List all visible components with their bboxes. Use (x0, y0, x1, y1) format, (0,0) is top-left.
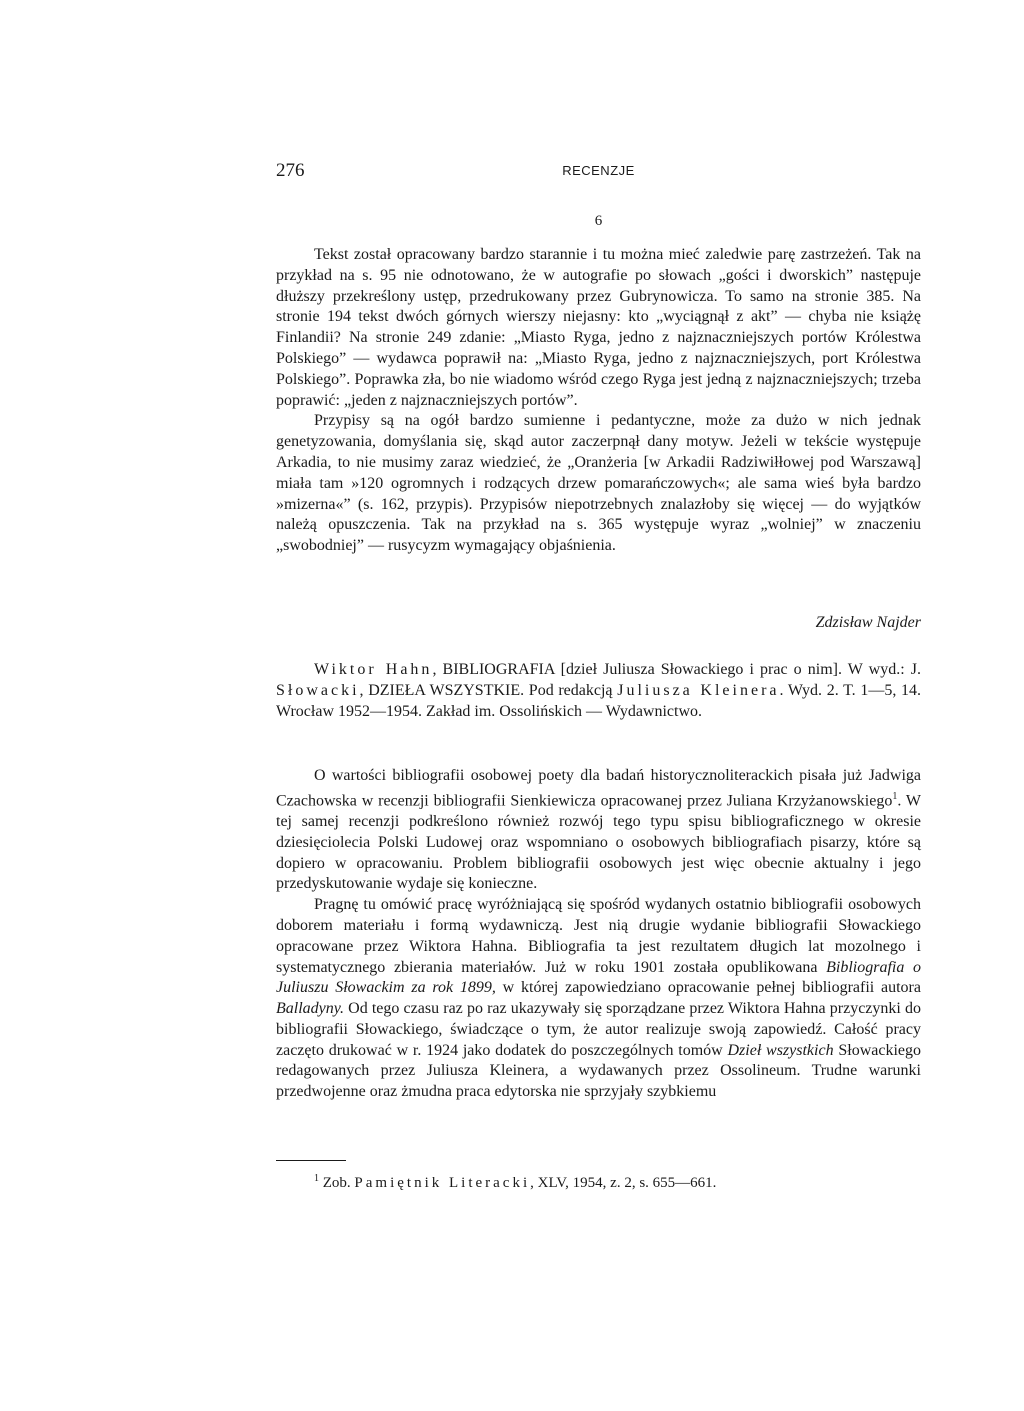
paragraph: Tekst został opracowany bardzo starannie i tu można mieć zaledwie parę zastrzeżeń. Tak na przykład na s. 95 nie odnotowano, że w autografie po słowach „gości i dworskich” następuje dłuższy przekreślony ustęp, przedrukowany przez Gubrynowicza. To samo na stronie 385. Na stronie 194 tekst dwóch górnych wierszy niejasny: kto „wyciągnął z akt” — chyba nie książę Finlandii? Na stronie 249 zdanie: „Miasto Ryga, jedno z najznaczniejszych portów Królestwa Polskiego” — wydawca poprawił na: „Miasto Ryga, jedno z najznaczniejszych, port Królestwa Polskiego”. Poprawka zła, bo nie wiadomo wśród czego Ryga jest jedną z najznaczniejszych; trzeba poprawić: „jeden z najznaczniejszych portów”. (276, 246, 921, 409)
bib-text: . Wyd. 2. T. 1—5, 14. Wrocław 1952—1954. Zakład im. Ossolińskich — Wydawnictwo. (276, 681, 922, 720)
text-span: . W tej samej recenzji podkreślono również rozwój tego typu spisu bibliograficznego w okresie dziesięciolecia Polski Ludowej oraz wspomniano o osobowych bibliografiach pisarzy, które są dopiero w opracowaniu. Problem bibliografii osobowych jest więc obecnie aktualny i jego przedyskutowanie wydaje się konieczne. (276, 792, 922, 893)
page-header (276, 160, 921, 184)
text-span: Od tego czasu raz po raz ukazywały się sporządzane przez Wiktora Hahna przyczynki do bibliografii Słowackiego, świadczące o tym, że autor realizuje swoją zapowiedź. Całość pracy zaczęto drukować w r. 1924 jako dodatek do poszczególnych tomów (276, 1000, 921, 1059)
running-title: RECENZJE (562, 163, 635, 178)
paragraph: Przypisy są na ogół bardzo sumienne i pedantyczne, może za dużo w nich jednak genetyzowania, domyślania się, skąd autor zaczerpnął dany motyw. Jeżeli w tekście występuje Arkadia, to nie musimy zaraz wiedzieć, że „Oranżeria [w Arkadii Radziwiłłowej pod Warszawą] miała tam »120 ogromnych i rodzących drzew pomarańczowych«; ale sama wieś była bardzo »mizerna«” (s. 162, przypis). Przypisów niepotrzebnych znalazłoby się więcej — do wyjątków należą opuszczenia. Tak na przykład na s. 365 występuje wyraz „wolniej” w znaczeniu „swobodniej” — rusycyzm wymagający objaśnienia. (276, 412, 921, 555)
review-body-1 (276, 245, 921, 557)
footnote-reference: 1 (892, 790, 898, 802)
bib-text: , DZIEŁA WSZYSTKIE. Pod redakcją (359, 681, 618, 699)
text-span: Pragnę tu omówić pracę wyróżniającą się spośród wydanych ostatnio bibliografii osobowych doborem materiału i formą wydawniczą. Jest nią drugie wydanie bibliografii Słowackiego opracowane przez Wiktora Hahna. Bibliografia ta jest rezultatem długich lat mozolnego i systematycznego zbierania materiałów. Już w roku 1901 została opublikowana (276, 896, 921, 976)
title-italic: Balladyny. (276, 1000, 344, 1018)
text-span: O wartości bibliografii osobowej poety dla badań historycznoliterackich pisała już Jadwiga Czachowska w recenzji bibliografii Sienkiewicza opracowanej przez Juliana Krzyżanowskiego (276, 767, 921, 810)
review-body-2 (276, 766, 921, 1103)
footnote (276, 1173, 921, 1192)
review-signature: Zdzisław Najder (815, 614, 921, 631)
footnote-text: , XLV, 1954, z. 2, s. 655—661. (530, 1175, 717, 1191)
paragraph (276, 766, 921, 895)
bib-editor: Juliusza Kleinera (617, 681, 780, 699)
page-number: 276 (276, 160, 305, 181)
footnote-mark: 1 (314, 1173, 319, 1184)
footnote-journal: Pamiętnik Literacki (354, 1175, 531, 1191)
bib-text: , BIBLIOGRAFIA [dzieł Juliusza Słowackiego i prac o nim]. W wyd.: J. (432, 661, 921, 678)
footnote-rule (276, 1160, 346, 1161)
bib-author-2: Słowacki (276, 681, 360, 699)
text-span: w której zapowiedziano opracowanie pełnej bibliografii autora (495, 979, 921, 997)
section-number: 6 (594, 213, 603, 229)
title-italic: Dzieł wszystkich (727, 1041, 834, 1059)
text-span: Słowackiego redagowanych przez Juliusza Kleinera, a wydawanych przez Ossolineum. Trudne warunki przedwojenne oraz żmudna praca edytorska nie sprzyjały szybkiemu (276, 1041, 922, 1101)
paragraph (276, 895, 921, 1103)
bib-author: Wiktor Hahn (314, 661, 433, 678)
bibliographic-entry (276, 660, 921, 722)
footnote-text: Zob. (319, 1175, 355, 1191)
title-italic: Bibliografia o Juliuszu Słowackim za rok 1899, (276, 958, 921, 997)
